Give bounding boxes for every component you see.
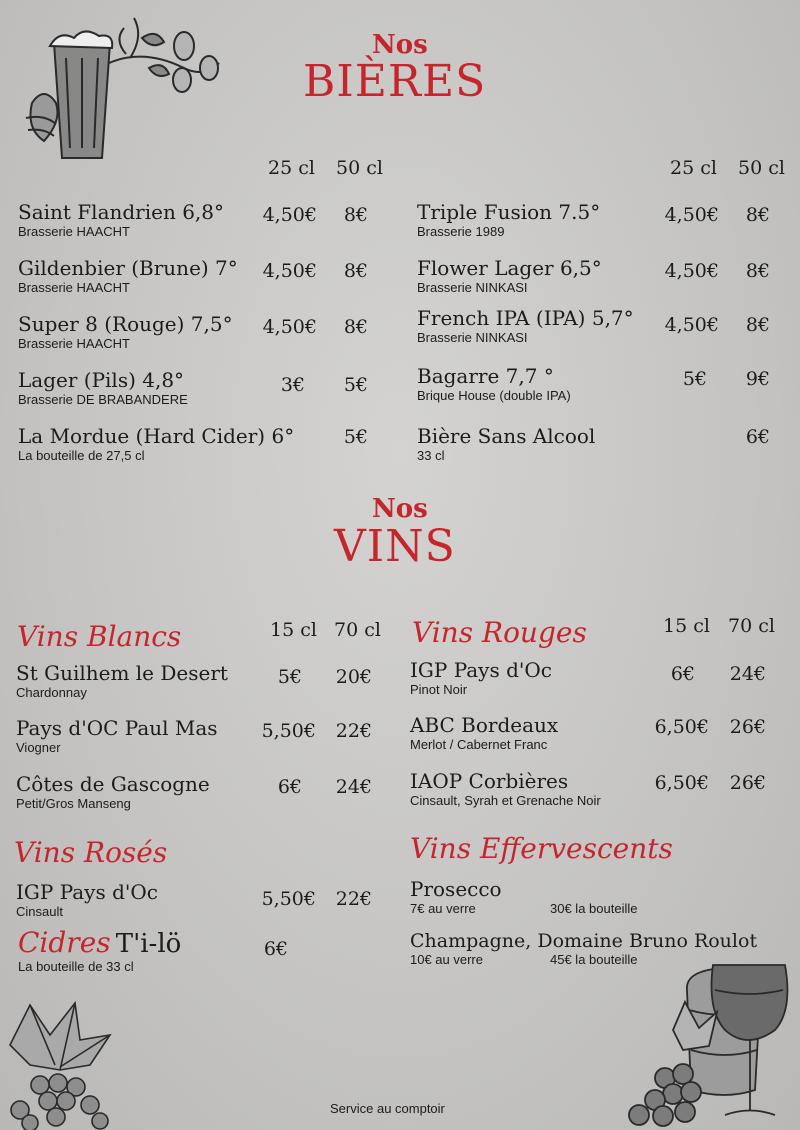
beer-item — [417, 306, 634, 345]
beer-item — [18, 200, 224, 239]
wine-item — [16, 880, 158, 919]
beer-name: Flower Lager 6,5° — [417, 256, 602, 280]
beers-header-title: BIÈRES — [303, 56, 487, 107]
beer-col-25-left: 25 cl — [268, 157, 315, 179]
beer-item — [18, 424, 294, 463]
beer-price-25: 4,50€ — [664, 260, 719, 282]
wine-name: St Guilhem le Desert — [16, 661, 228, 685]
wine-price-70: 24€ — [729, 663, 766, 685]
beer-brewery: Brasserie 1989 — [417, 224, 505, 239]
wine-item — [16, 772, 210, 811]
beer-item — [18, 256, 238, 295]
wine-price-70: 24€ — [335, 776, 372, 798]
beer-item — [18, 312, 233, 351]
footer-note: Service au comptoir — [330, 1101, 445, 1116]
wine-price-70: 20€ — [335, 666, 372, 688]
wine-grape: Petit/Gros Manseng — [16, 796, 131, 811]
beer-name: Super 8 (Rouge) 7,5° — [18, 312, 233, 336]
beer-price-25: 4,50€ — [262, 316, 317, 338]
sparkling-glass-price: 10€ au verre — [410, 952, 483, 967]
wines-header-small: Nos — [372, 494, 428, 524]
wine-price-70: 22€ — [335, 720, 372, 742]
beer-price-50: 8€ — [343, 260, 368, 282]
wine-item — [410, 769, 601, 808]
wine-name: IGP Pays d'Oc — [16, 880, 158, 904]
sparkling-item — [410, 877, 800, 917]
beer-name: Lager (Pils) 4,8° — [18, 368, 185, 392]
wine-item — [16, 716, 218, 755]
wines-header-title: VINS — [334, 521, 456, 572]
wine-price-70: 26€ — [729, 772, 766, 794]
beers-header-small: Nos — [372, 30, 428, 60]
grapes-vine-illustration — [0, 995, 130, 1130]
wine-item — [410, 658, 552, 697]
beer-item — [417, 424, 595, 463]
wine-grape: Viogner — [16, 740, 61, 755]
beer-brewery: Brique House (double IPA) — [417, 388, 571, 403]
wine-price-15: 6,50€ — [654, 716, 709, 738]
wine-glass-barrel-grapes-illustration — [625, 950, 800, 1130]
beer-price-50: 8€ — [343, 316, 368, 338]
cidres-title: Cidres — [18, 926, 111, 959]
wine-name: ABC Bordeaux — [410, 713, 559, 737]
wine-name: IAOP Corbières — [410, 769, 569, 793]
beer-price-50: 8€ — [745, 314, 770, 336]
cidres-sub: La bouteille de 33 cl — [18, 959, 134, 974]
beer-name: Saint Flandrien 6,8° — [18, 200, 225, 224]
beer-brewery: Brasserie NINKASI — [417, 280, 528, 295]
beer-name: French IPA (IPA) 5,7° — [417, 306, 634, 330]
beer-item — [417, 200, 600, 239]
beer-name: La Mordue (Hard Cider) 6° — [18, 424, 295, 448]
category-vins-rouges: Vins Rouges — [412, 616, 587, 649]
beer-price-25: 4,50€ — [664, 204, 719, 226]
beer-brewery: La bouteille de 27,5 cl — [18, 448, 145, 463]
beer-name: Bagarre 7,7 ° — [417, 364, 554, 388]
cidres-brand: T'i-lö — [115, 929, 182, 959]
beer-price-50: 5€ — [343, 426, 368, 448]
wine-price-15: 6€ — [670, 663, 695, 685]
beer-col-50-left: 50 cl — [336, 157, 383, 179]
wine-name: Côtes de Gascogne — [16, 772, 210, 796]
wine-item — [16, 661, 228, 700]
beer-price-50: 8€ — [745, 260, 770, 282]
sparkling-name: Champagne, Domaine Bruno Roulot — [410, 930, 758, 952]
beer-brewery: Brasserie DE BRABANDERE — [18, 392, 188, 407]
beer-brewery: Brasserie HAACHT — [18, 336, 130, 351]
beer-name: Gildenbier (Brune) 7° — [18, 256, 238, 280]
wine-price-15: 5,50€ — [261, 888, 316, 910]
wine-grape: Cinsault — [16, 904, 63, 919]
sparkling-bottle-price: 45€ la bouteille — [550, 952, 638, 967]
beer-price-50: 8€ — [745, 204, 770, 226]
wine-col-15-left: 15 cl — [270, 619, 317, 641]
beer-brewery: Brasserie HAACHT — [18, 280, 130, 295]
beer-price-50: 9€ — [745, 368, 770, 390]
beer-price-25: 5€ — [682, 368, 707, 390]
beer-price-25: 3€ — [280, 374, 305, 396]
wine-name: Pays d'OC Paul Mas — [16, 716, 218, 740]
beer-item — [417, 364, 571, 403]
beer-price-25: 4,50€ — [262, 204, 317, 226]
beer-price-25: 4,50€ — [262, 260, 317, 282]
beer-item — [417, 256, 602, 295]
sparkling-name: Prosecco — [410, 877, 502, 901]
beer-price-25: 4,50€ — [664, 314, 719, 336]
wine-col-70-left: 70 cl — [334, 619, 381, 641]
wine-col-15-right: 15 cl — [663, 615, 710, 637]
beer-name: Triple Fusion 7.5° — [417, 200, 601, 224]
wine-item — [410, 713, 558, 752]
cidres-price: 6€ — [263, 938, 288, 960]
wine-price-15: 6€ — [277, 776, 302, 798]
wine-price-70: 22€ — [335, 888, 372, 910]
beer-glass-hops-illustration — [4, 8, 234, 168]
wine-name: IGP Pays d'Oc — [410, 658, 552, 682]
sparkling-glass-price: 7€ au verre — [410, 901, 476, 916]
wine-grape: Chardonnay — [16, 685, 87, 700]
wine-price-70: 26€ — [729, 716, 766, 738]
sparkling-item — [410, 930, 800, 968]
beer-price-50: 8€ — [343, 204, 368, 226]
beer-item — [18, 368, 188, 407]
beer-brewery: Brasserie HAACHT — [18, 224, 130, 239]
wine-grape: Cinsault, Syrah et Grenache Noir — [410, 793, 601, 808]
category-vins-blancs: Vins Blancs — [17, 620, 182, 653]
category-vins-effervescents: Vins Effervescents — [410, 832, 673, 865]
beer-price-50: 5€ — [343, 374, 368, 396]
beer-name: Bière Sans Alcool — [417, 424, 596, 448]
beer-brewery: Brasserie NINKASI — [417, 330, 528, 345]
wine-price-15: 5€ — [277, 666, 302, 688]
cidres-item — [18, 926, 181, 974]
wine-grape: Pinot Noir — [410, 682, 468, 697]
beer-col-25-right: 25 cl — [670, 157, 717, 179]
wine-price-15: 6,50€ — [654, 772, 709, 794]
wine-grape: Merlot / Cabernet Franc — [410, 737, 548, 752]
wine-col-70-right: 70 cl — [728, 615, 775, 637]
sparkling-bottle-price: 30€ la bouteille — [550, 901, 638, 916]
wine-price-15: 5,50€ — [261, 720, 316, 742]
beer-price-50: 6€ — [745, 426, 770, 448]
beer-col-50-right: 50 cl — [738, 157, 785, 179]
beer-brewery: 33 cl — [417, 448, 445, 463]
category-vins-roses: Vins Rosés — [14, 836, 168, 869]
